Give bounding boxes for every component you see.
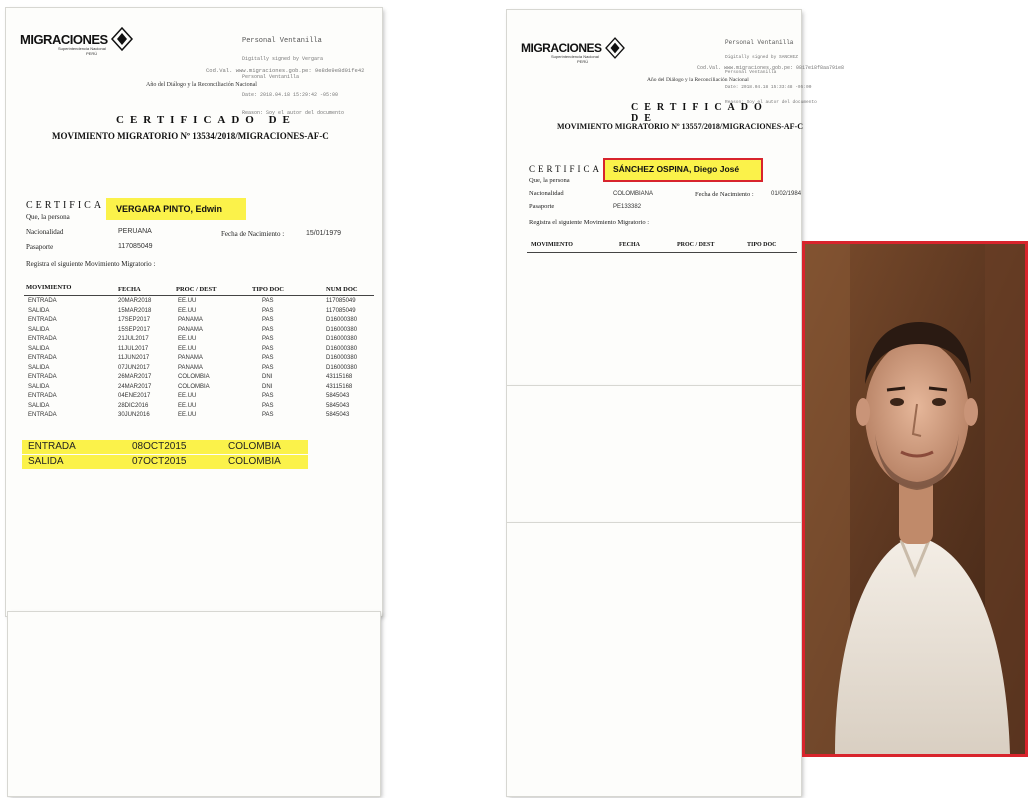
- highlighted-cell: SALIDA: [28, 456, 64, 467]
- col-header-proc-dest: PROC / DEST: [677, 242, 715, 248]
- validation-code: Cod.Val. www.migraciones.gob.pe: 9e8de9e8d01fe42: [206, 67, 365, 74]
- highlighted-cell: COLOMBIA: [228, 456, 281, 467]
- table-cell: D16000380: [326, 364, 358, 371]
- table-cell: 117085049: [326, 298, 356, 304]
- sign-line: Digitally signed by Vergara: [242, 56, 324, 62]
- table-cell: PANAMA: [178, 317, 203, 323]
- sign-line: Digitally signed by SANCHEZ: [725, 55, 798, 60]
- logo-country: PERÚ: [577, 59, 589, 64]
- fecha-nacimiento-value: 15/01/1979: [306, 230, 342, 237]
- logo-subtitle: Superintendencia Nacional: [551, 54, 599, 59]
- table-cell: SALIDA: [28, 326, 50, 333]
- person-name: SÁNCHEZ OSPINA, Diego José: [613, 164, 740, 174]
- table-row: [6, 336, 382, 346]
- table-cell: EE.UU: [178, 345, 197, 352]
- table-row: [6, 308, 382, 318]
- table-cell: PAS: [262, 336, 274, 342]
- table-cell: EE.UU: [178, 412, 197, 418]
- table-cell: D16000380: [326, 355, 358, 361]
- persona-label: Que, la persona: [529, 177, 570, 184]
- table-row: [6, 298, 382, 308]
- table-row: [6, 403, 382, 413]
- sign-line: Date: 2018.04.18 15:33:48 -05:00: [725, 85, 812, 90]
- table-cell: SALIDA: [28, 383, 50, 390]
- table-cell: DNI: [262, 374, 273, 380]
- pasaporte-label: Pasaporte: [529, 203, 555, 210]
- table-cell: D16000380: [326, 317, 358, 323]
- col-header-fecha: FECHA: [118, 286, 141, 293]
- fecha-nacimiento-label: Fecha de Nacimiento :: [221, 230, 285, 238]
- table-cell: 07JUN2017: [118, 364, 150, 371]
- table-cell: 5845043: [326, 393, 350, 399]
- persona-label: Que, la persona: [26, 213, 70, 221]
- table-cell: COLOMBIA: [178, 374, 210, 380]
- table-cell: SALIDA: [28, 364, 50, 371]
- fecha-nacimiento-label: Fecha de Nacimiento :: [695, 191, 754, 198]
- table-cell: ENTRADA: [28, 374, 57, 380]
- digital-signature-block: [242, 26, 344, 128]
- right-certificate-page-2: [507, 386, 801, 526]
- table-cell: 43115168: [326, 374, 353, 380]
- fecha-nacimiento-value: 01/02/1984: [771, 191, 802, 197]
- table-cell: D16000380: [326, 345, 358, 352]
- certificate-title: CERTIFICADO DE: [631, 102, 768, 124]
- table-cell: 11JUL2017: [118, 345, 149, 352]
- registra-line: Registra el siguiente Movimiento Migratorio :: [529, 219, 650, 226]
- table-cell: PAS: [262, 355, 274, 361]
- table-cell: 04ENE2017: [118, 393, 151, 399]
- man-portrait-photo: [805, 244, 1025, 754]
- table-cell: 21JUL2017: [118, 336, 149, 342]
- table-cell: EE.UU: [178, 336, 197, 342]
- header-underline: [527, 252, 797, 253]
- table-cell: 28DIC2016: [118, 402, 149, 409]
- table-cell: ENTRADA: [28, 393, 57, 399]
- table-cell: ENTRADA: [28, 355, 57, 361]
- certifica-heading: CERTIFICA: [529, 164, 602, 174]
- table-cell: SALIDA: [28, 402, 50, 409]
- col-header-tipo-doc: TIPO DOC: [252, 286, 284, 293]
- pasaporte-label: Pasaporte: [26, 243, 54, 251]
- table-cell: PANAMA: [178, 355, 203, 361]
- nacionalidad-value: PERUANA: [118, 228, 152, 235]
- logo-text: MIGRACIONES: [20, 31, 108, 47]
- sign-line: Personal Ventanilla: [242, 74, 300, 80]
- table-cell: 26MAR2017: [118, 374, 152, 380]
- table-cell: SALIDA: [28, 345, 50, 352]
- table-cell: PAS: [262, 402, 274, 409]
- table-cell: 30JUN2016: [118, 412, 150, 418]
- person-name: VERGARA PINTO, Edwin: [116, 204, 223, 214]
- sign-line: Personal Ventanilla: [725, 70, 777, 75]
- nacionalidad-label: Nacionalidad: [26, 228, 64, 236]
- table-cell: ENTRADA: [28, 298, 57, 304]
- table-cell: PAS: [262, 307, 274, 314]
- table-row: [6, 374, 382, 384]
- logo-text: MIGRACIONES: [521, 41, 602, 55]
- right-certificate-page-3: [507, 523, 801, 796]
- decenio-line: Año del Diálogo y la Reconciliación Nacional: [146, 82, 257, 88]
- table-cell: EE.UU: [178, 402, 197, 409]
- nacionalidad-label: Nacionalidad: [529, 190, 564, 197]
- certifica-heading: CERTIFICA: [26, 200, 105, 211]
- table-cell: 11JUN2017: [118, 355, 150, 361]
- col-header-movimiento: MOVIMIENTO: [531, 242, 573, 248]
- migraciones-emblem-icon: [112, 28, 132, 50]
- sign-line: Date: 2018.04.18 15:29:42 -05:00: [242, 92, 339, 98]
- table-row: [6, 317, 382, 327]
- table-cell: 5845043: [326, 412, 350, 418]
- left-certificate-page: [6, 8, 382, 616]
- table-cell: PANAMA: [178, 364, 203, 371]
- table-cell: 24MAR2017: [118, 383, 152, 390]
- table-cell: 17SEP2017: [118, 317, 151, 323]
- pasaporte-value: PE133382: [613, 204, 642, 210]
- table-cell: 15MAR2018: [118, 307, 152, 314]
- table-cell: PAS: [262, 326, 274, 333]
- sign-line: Reason: Soy el autor del documento: [725, 100, 817, 105]
- col-header-tipo-doc: TIPO DOC: [747, 242, 777, 248]
- certificate-number: MOVIMIENTO MIGRATORIO Nº 13557/2018/MIGRACIONES-AF-C: [557, 122, 803, 131]
- logo-subtitle: Superintendencia Nacional: [58, 46, 106, 51]
- table-row: [6, 384, 382, 394]
- col-header-movimiento: MOVIMIENTO: [26, 284, 72, 291]
- signer-name: Personal Ventanilla: [725, 39, 794, 46]
- table-cell: PAS: [262, 317, 274, 323]
- highlighted-cell: 08OCT2015: [132, 441, 187, 452]
- table-row: [6, 327, 382, 337]
- suspect-photo: [802, 241, 1028, 757]
- decenio-line: Año del Diálogo y la Reconciliación Nacional: [647, 77, 749, 83]
- table-cell: 15SEP2017: [118, 326, 151, 333]
- table-cell: PANAMA: [178, 326, 203, 333]
- table-cell: 20MAR2018: [118, 298, 152, 304]
- table-cell: EE.UU: [178, 307, 197, 314]
- migraciones-emblem-icon: [606, 38, 624, 58]
- table-row: [6, 365, 382, 375]
- right-certificate-page: [507, 10, 845, 388]
- nacionalidad-value: COLOMBIANA: [613, 191, 654, 197]
- col-header-proc-dest: PROC / DEST: [176, 286, 217, 293]
- col-header-num-doc: NUM DOC: [326, 286, 358, 293]
- sign-line: Reason: Soy el autor del documento: [242, 110, 345, 116]
- table-cell: D16000380: [326, 336, 358, 342]
- certificate-title: CERTIFICADO DE: [116, 114, 296, 126]
- table-cell: ENTRADA: [28, 336, 57, 342]
- logo-country: PERÚ: [86, 51, 98, 56]
- signer-name: Personal Ventanilla: [242, 37, 322, 45]
- highlighted-cell: COLOMBIA: [228, 441, 281, 452]
- table-cell: PAS: [262, 298, 274, 304]
- table-cell: D16000380: [326, 326, 358, 333]
- table-cell: PAS: [262, 345, 274, 352]
- table-row: [6, 393, 382, 403]
- highlighted-cell: ENTRADA: [28, 441, 76, 452]
- header-underline: [24, 295, 374, 296]
- table-cell: COLOMBIA: [178, 383, 210, 390]
- table-row: [6, 346, 382, 356]
- pasaporte-value: 117085049: [118, 243, 153, 250]
- registra-line: Registra el siguiente Movimiento Migratorio :: [26, 260, 156, 268]
- col-header-fecha: FECHA: [619, 242, 640, 248]
- highlighted-cell: 07OCT2015: [132, 456, 187, 467]
- table-cell: 5845043: [326, 402, 350, 409]
- table-cell: SALIDA: [28, 307, 50, 314]
- table-cell: ENTRADA: [28, 412, 57, 418]
- table-cell: EE.UU: [178, 298, 197, 304]
- left-certificate-page-2: [8, 612, 380, 796]
- table-cell: DNI: [262, 383, 273, 390]
- table-cell: PAS: [262, 364, 274, 371]
- table-cell: PAS: [262, 393, 274, 399]
- validation-code: Cod.Val. www.migraciones.gob.pe: 0817e18f8aa791e8: [697, 65, 845, 71]
- table-cell: 43115168: [326, 383, 353, 390]
- table-row: [6, 355, 382, 365]
- certificate-number: MOVIMIENTO MIGRATORIO Nº 13534/2018/MIGRACIONES-AF-C: [52, 131, 329, 141]
- table-row: [6, 412, 382, 422]
- table-cell: PAS: [262, 412, 274, 418]
- table-cell: ENTRADA: [28, 317, 57, 323]
- table-cell: EE.UU: [178, 393, 197, 399]
- table-cell: 117085049: [326, 307, 356, 314]
